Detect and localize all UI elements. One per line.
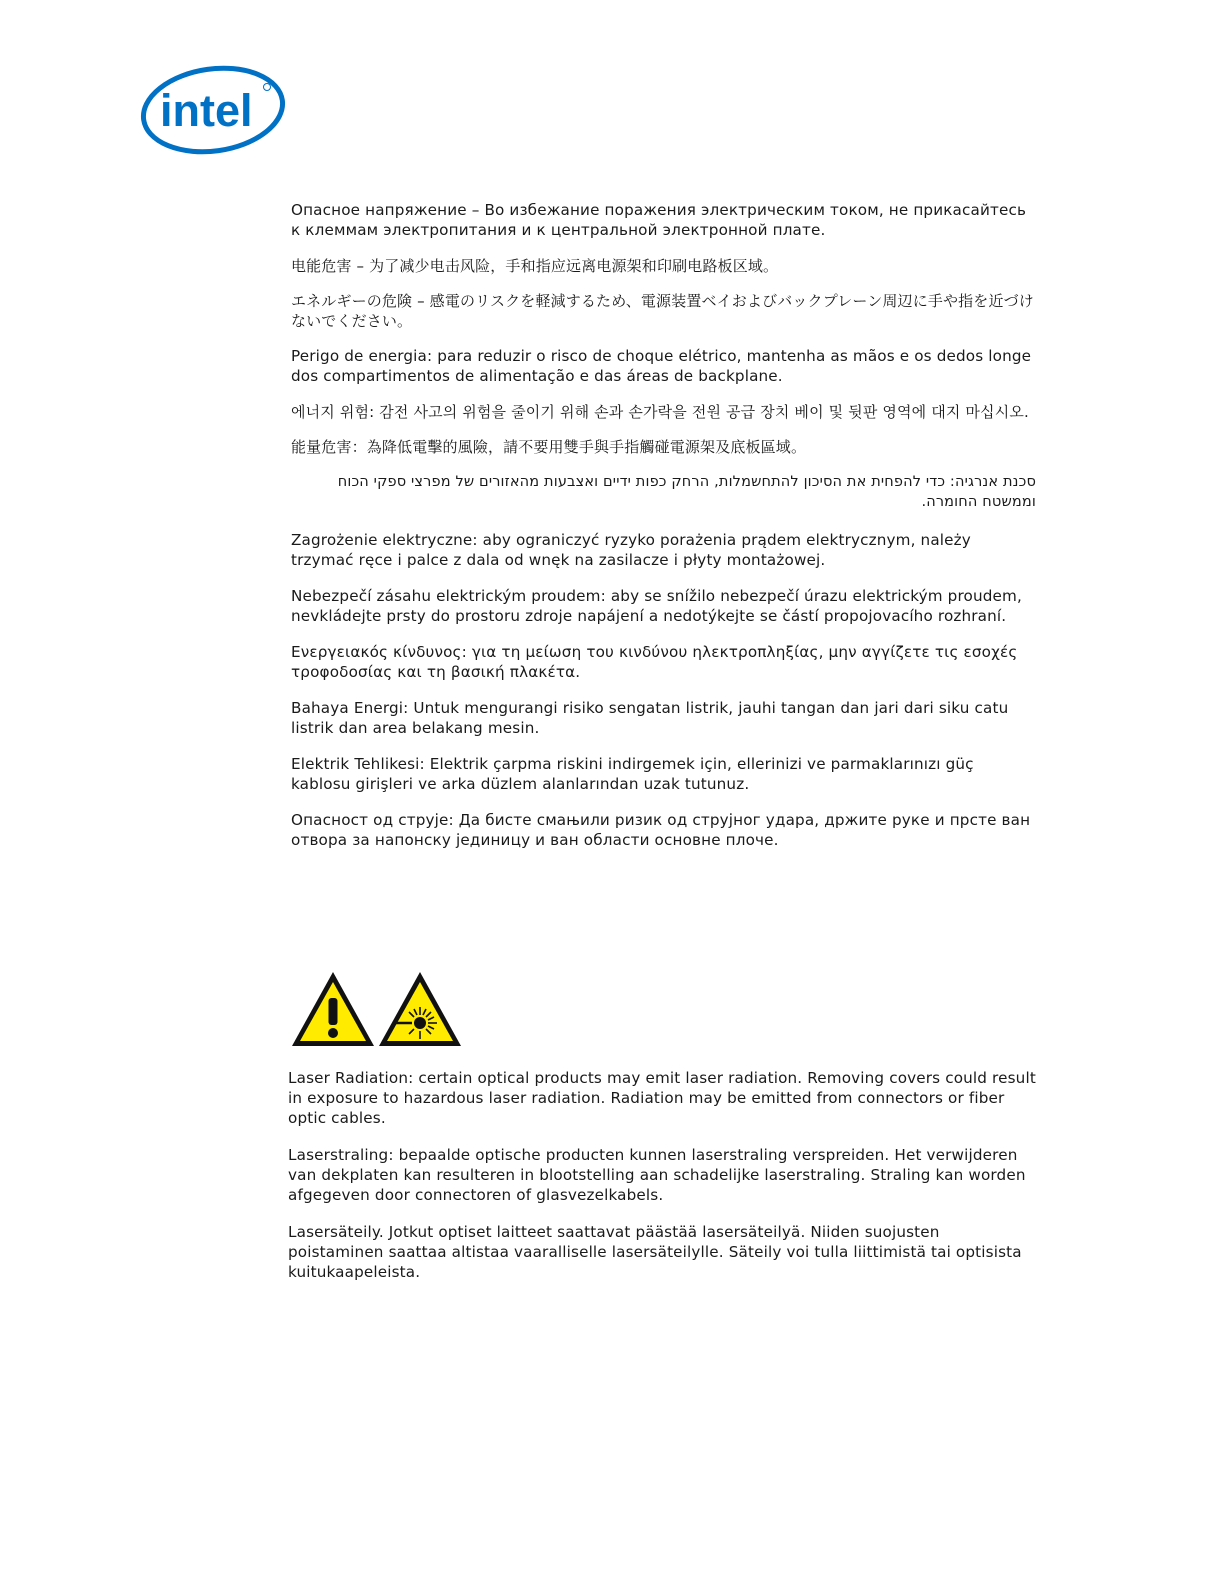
warning-he: סכנת אנרגיה: כדי להפחית את הסיכון להתחשמלות, הרחק כפות ידיים ואצבעות מהאזורים של מפרצי ספקי הכוח וממשטח החומרה. xyxy=(337,474,1036,510)
energy-hazard-warnings xyxy=(291,200,1036,866)
intel-logo xyxy=(140,60,290,160)
warning-symbols xyxy=(290,968,465,1050)
warning-el: Ενεργειακός κίνδυνος: για τη μείωση του κινδύνου ηλεκτροπληξίας, μην αγγίζετε τις εσοχές τροφοδοσίας και τη βασική πλακέτα. xyxy=(291,643,1018,681)
warning-ja: エネルギーの危険 – 感電のリスクを軽減するため、電源装置ベイおよびバックプレーン周辺に手や指を近づけないでください。 xyxy=(291,292,1034,330)
intel-logo-text: intel xyxy=(160,85,253,136)
laser-radiation-warnings xyxy=(288,1068,1040,1299)
laser-warning-fi: Lasersäteily. Jotkut optiset laitteet saattavat päästää lasersäteilyä. Niiden suojusten poistaminen saattaa altistaa vaaralliselle lasersäteilylle. Säteily voi tulla liittimistä tai optisista kuitukaapeleista. xyxy=(288,1223,1022,1281)
warning-pt: Perigo de energia: para reduzir o risco de choque elétrico, mantenha as mãos e os dedos longe dos compartimentos de alimentação e das áreas de backplane. xyxy=(291,347,1032,385)
intel-logo-graphic xyxy=(140,60,290,160)
warning-id: Bahaya Energi: Untuk mengurangi risiko sengatan listrik, jauhi tangan dan jari dari siku catu listrik dan area belakang mesin. xyxy=(291,699,1009,737)
warning-ko: 에너지 위험: 감전 사고의 위험을 줄이기 위해 손과 손가락을 전원 공급 장치 베이 및 뒷판 영역에 대지 마십시오. xyxy=(291,403,1029,421)
laser-warning-nl: Laserstraling: bepaalde optische producten kunnen laserstraling verspreiden. Het verwijderen van dekplaten kan resulteren in blootstelling aan schadelijke laserstraling. Straling kan worden afgegeven door connectoren of glasvezelkabels. xyxy=(288,1146,1026,1204)
warning-zh-cn: 电能危害 – 为了减少电击风险，手和指应远离电源架和印刷电路板区域。 xyxy=(291,257,779,275)
laser-warning-en: Laser Radiation: certain optical products may emit laser radiation. Removing covers could result in exposure to hazardous laser radiation. Radiation may be emitted from connectors or fiber optic cables. xyxy=(288,1069,1036,1127)
warning-tr: Elektrik Tehlikesi: Elektrik çarpma riskini indirgemek için, ellerinizi ve parmaklarınızı güç kablosu girişleri ve arka düzlem alanlarından uzak tutunuz. xyxy=(291,755,974,793)
warning-pl: Zagrożenie elektryczne: aby ograniczyć ryzyko porażenia prądem elektrycznym, należy trzymać ręce i palce z dala od wnęk na zasilacze i płyty montażowej. xyxy=(291,531,971,569)
general-warning-icon xyxy=(292,972,374,1046)
warning-symbols-graphic xyxy=(290,968,465,1050)
laser-warning-icon xyxy=(379,972,461,1046)
warning-zh-tw: 能量危害：為降低電擊的風險，請不要用雙手與手指觸碰電源架及底板區域。 xyxy=(291,438,807,456)
warning-cs: Nebezpečí zásahu elektrickým proudem: aby se snížilo nebezpečí úrazu elektrickým proudem, nevkládejte prsty do prostoru zdroje napájení a nedotýkejte se částí propojovacího rozhraní. xyxy=(291,587,1022,625)
warning-sr: Опасност од струје: Да бисте смањили ризик од струјног удара, држите руке и прсте ван отвора за напонску јединицу и ван области основне плоче. xyxy=(291,811,1031,849)
warning-ru: Опасное напряжение – Во избежание поражения электрическим током, не прикасайтесь к клеммам электропитания и к центральной электронной плате. xyxy=(291,201,1027,239)
